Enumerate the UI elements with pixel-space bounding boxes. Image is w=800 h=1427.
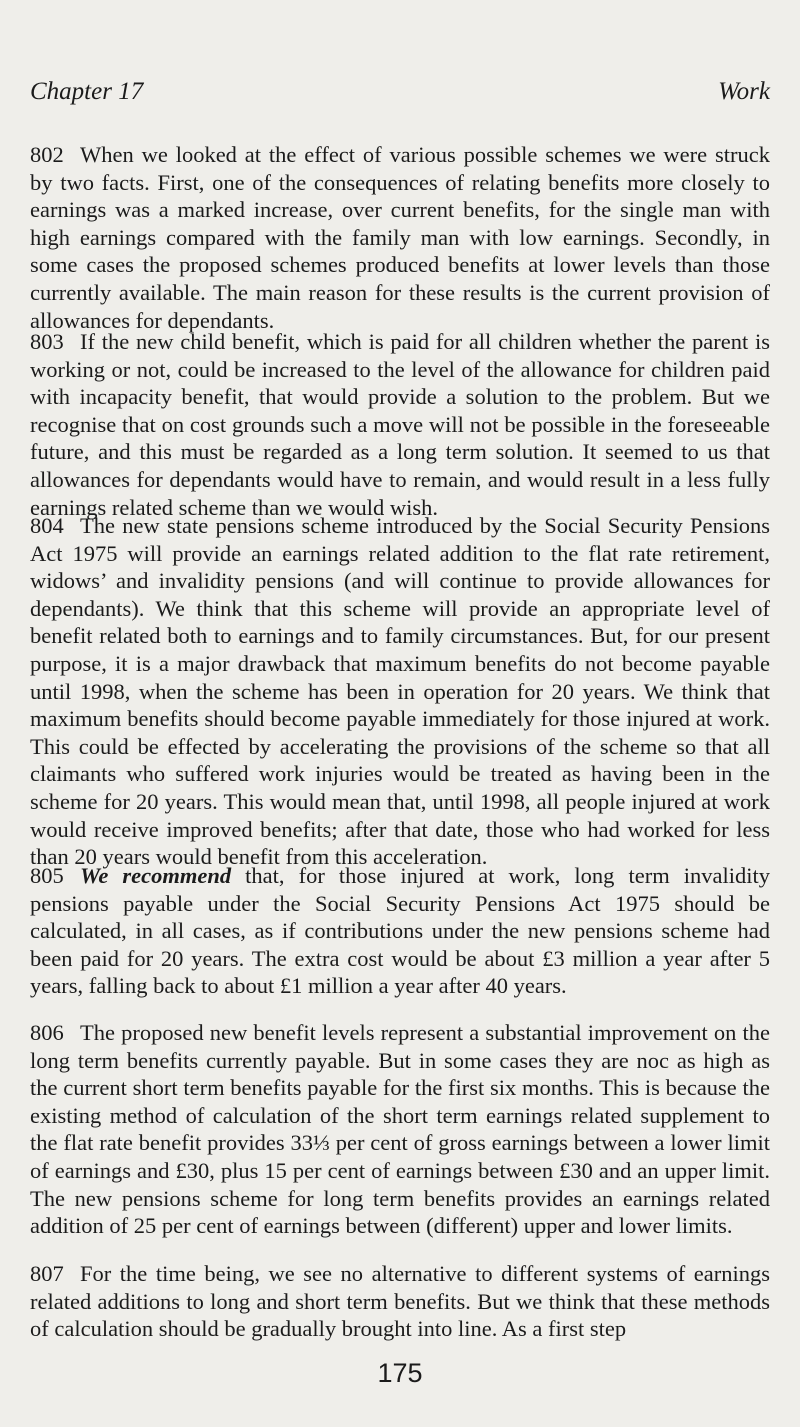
- paragraph-802: [30, 141, 770, 334]
- paragraph-number: 805: [30, 863, 64, 888]
- paragraph-803: [30, 328, 770, 521]
- running-header: [30, 78, 770, 110]
- section-heading: Work: [718, 78, 770, 105]
- page-number: 175: [377, 1358, 423, 1388]
- chapter-heading: Chapter 17: [30, 78, 144, 105]
- paragraph-text: If the new child benefit, which is paid for all children whether the parent is working or not, could be increased to the level of the allowance for children paid with incapacity benefit, that would provide a solution to the problem. But we recognise that on cost grounds such a move will not be possible in the foreseeable future, and this must be regarded as a long term solution. It seemed to us that allowances for dependants would have to remain, and would result in a less fully earnings related scheme than we would wish.: [30, 329, 770, 520]
- recommendation-lead: We recommend: [80, 863, 232, 888]
- paragraph-number: 802: [30, 142, 64, 167]
- paragraph-807: [30, 1260, 770, 1343]
- paragraph-806: [30, 1019, 770, 1240]
- paragraph-804: [30, 512, 770, 871]
- paragraph-text: The proposed new benefit levels represent a substantial improvement on the long term benefits currently payable. But in some cases they are noc as high as the current short term benefits payable for the first six months. This is because the existing method of calculation of the short term earnings related supplement to the flat rate benefit provides 33⅓ per cent of gross earnings between a lower limit of earnings and £30, plus 15 per cent of earnings between £30 and an upper limit. The new pensions scheme for long term benefits provides an earnings related addition of 25 per cent of earnings between (different) upper and lower limits.: [30, 1020, 770, 1239]
- paragraph-number: 807: [30, 1261, 64, 1286]
- paragraph-text: that, for those injured at work, long term invalidity pensions payable under the Social Security Pensions Act 1975 should be calculated, in all cases, as if contributions under the new pensions scheme had been paid for 20 years. The extra cost would be about £3 million a year after 5 years, falling back to about £1 million a year after 40 years.: [30, 863, 771, 999]
- paragraph-number: 806: [30, 1020, 64, 1045]
- paragraph-text: For the time being, we see no alternative to different systems of earnings related additions to long and short term benefits. But we think that these methods of calculation should be gradually brought into line. As a first step: [30, 1261, 770, 1342]
- paragraph-805: [30, 862, 770, 1000]
- paragraph-number: 803: [30, 329, 64, 354]
- paragraph-text: The new state pensions scheme introduced by the Social Security Pensions Act 1975 will provide an earnings related addition to the flat rate retirement, widows’ and invalidity pensions (and will continue to provide allowances for dependants). We think that this scheme will provide an appropriate level of benefit related both to earnings and to family circumstances. But, for our present purpose, it is a major drawback that maximum benefits do not become payable until 1998, when the scheme has been in operation for 20 years. We think that maximum benefits should become payable immediately for those injured at work. This could be effected by accelerating the provisions of the scheme so that all claimants who suffered work injuries would be treated as having been in the scheme for 20 years. This would mean that, until 1998, all people injured at work would receive improved benefits; after that date, those who had worked for less than 20 years would benefit from this acceleration.: [30, 513, 770, 870]
- paragraph-number: 804: [30, 513, 64, 538]
- document-page: [30, 0, 770, 1427]
- paragraph-text: When we looked at the effect of various possible schemes we were struck by two facts. First, one of the consequences of relating benefits more closely to earnings was a marked increase, over current benefits, for the single man with high earnings compared with the family man with low earnings. Secondly, in some cases the proposed schemes produced benefits at lower levels than those currently available. The main reason for these results is the current provision of allowances for dependants.: [30, 142, 770, 333]
